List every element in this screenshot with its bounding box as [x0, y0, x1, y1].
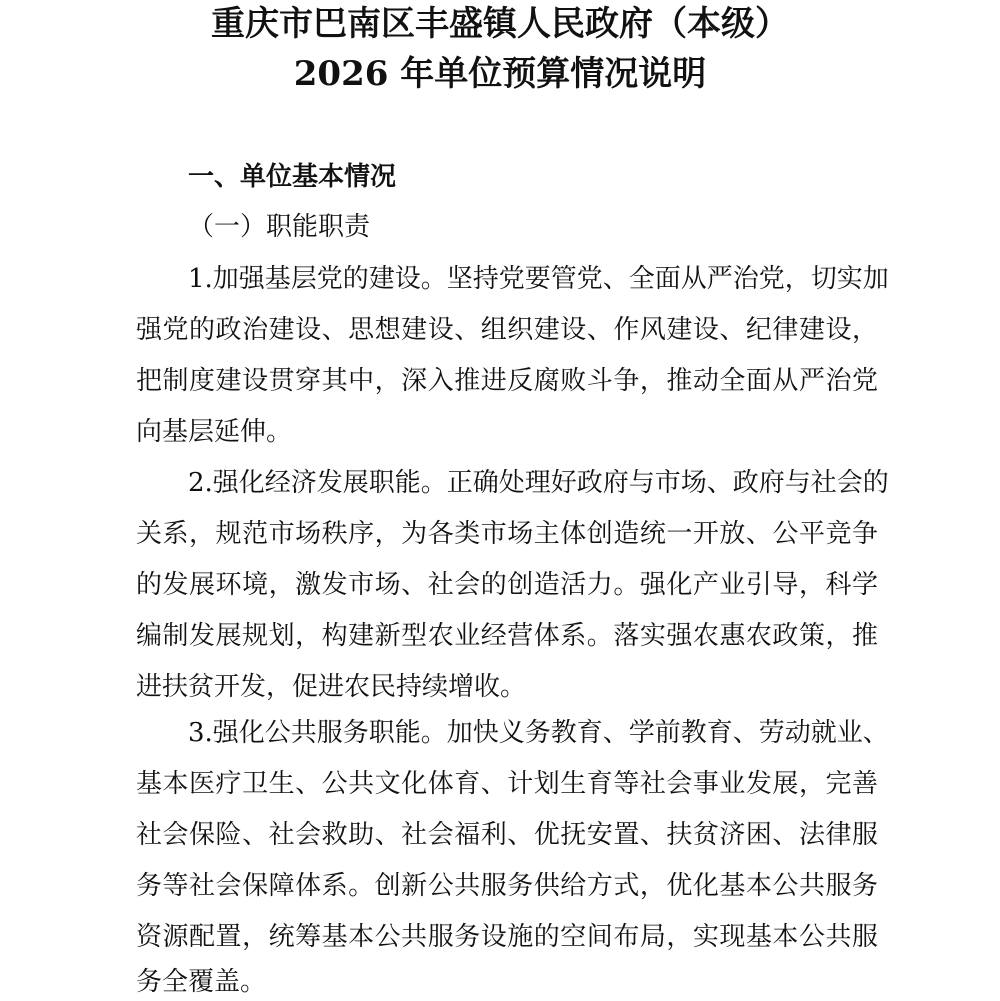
subsection-heading-duties: （一）职能职责	[188, 212, 371, 242]
document-title-line2: 2026 年单位预算情况说明	[293, 54, 707, 94]
paragraph-3-line-4: 务等社会保障体系。创新公共服务供给方式，优化基本公共服务	[136, 871, 878, 901]
paragraph-2-line-3: 的发展环境，激发市场、社会的创造活力。强化产业引导，科学	[136, 570, 878, 600]
paragraph-3-line-6: 务全覆盖。	[136, 967, 267, 997]
paragraph-2-line-2: 关系，规范市场秩序，为各类市场主体创造统一开放、公平竞争	[136, 519, 878, 549]
paragraph-1-line-2: 强党的政治建设、思想建设、组织建设、作风建设、纪律建设，	[136, 315, 878, 345]
paragraph-2-line-5: 进扶贫开发，促进农民持续增收。	[136, 672, 527, 702]
document-title-line1: 重庆市巴南区丰盛镇人民政府（本级）	[211, 4, 789, 44]
paragraph-2-line-1: 2.强化经济发展职能。正确处理好政府与市场、政府与社会的	[188, 468, 889, 498]
paragraph-1-line-1: 1.加强基层党的建设。坚持党要管党、全面从严治党，切实加	[188, 264, 889, 294]
paragraph-1-line-4: 向基层延伸。	[136, 417, 293, 447]
paragraph-3-line-5: 资源配置，统筹基本公共服务设施的空间布局，实现基本公共服	[136, 922, 878, 952]
paragraph-3-line-3: 社会保险、社会救助、社会福利、优抚安置、扶贫济困、法律服	[136, 820, 878, 850]
paragraph-1-line-3: 把制度建设贯穿其中，深入推进反腐败斗争，推动全面从严治党	[136, 366, 878, 396]
paragraph-2-line-4: 编制发展规划，构建新型农业经营体系。落实强农惠农政策，推	[136, 621, 878, 651]
section-heading-basic-info: 一、单位基本情况	[188, 162, 397, 192]
paragraph-3-line-1: 3.强化公共服务职能。加快义务教育、学前教育、劳动就业、	[188, 718, 889, 748]
paragraph-3-line-2: 基本医疗卫生、公共文化体育、计划生育等社会事业发展，完善	[136, 769, 878, 799]
